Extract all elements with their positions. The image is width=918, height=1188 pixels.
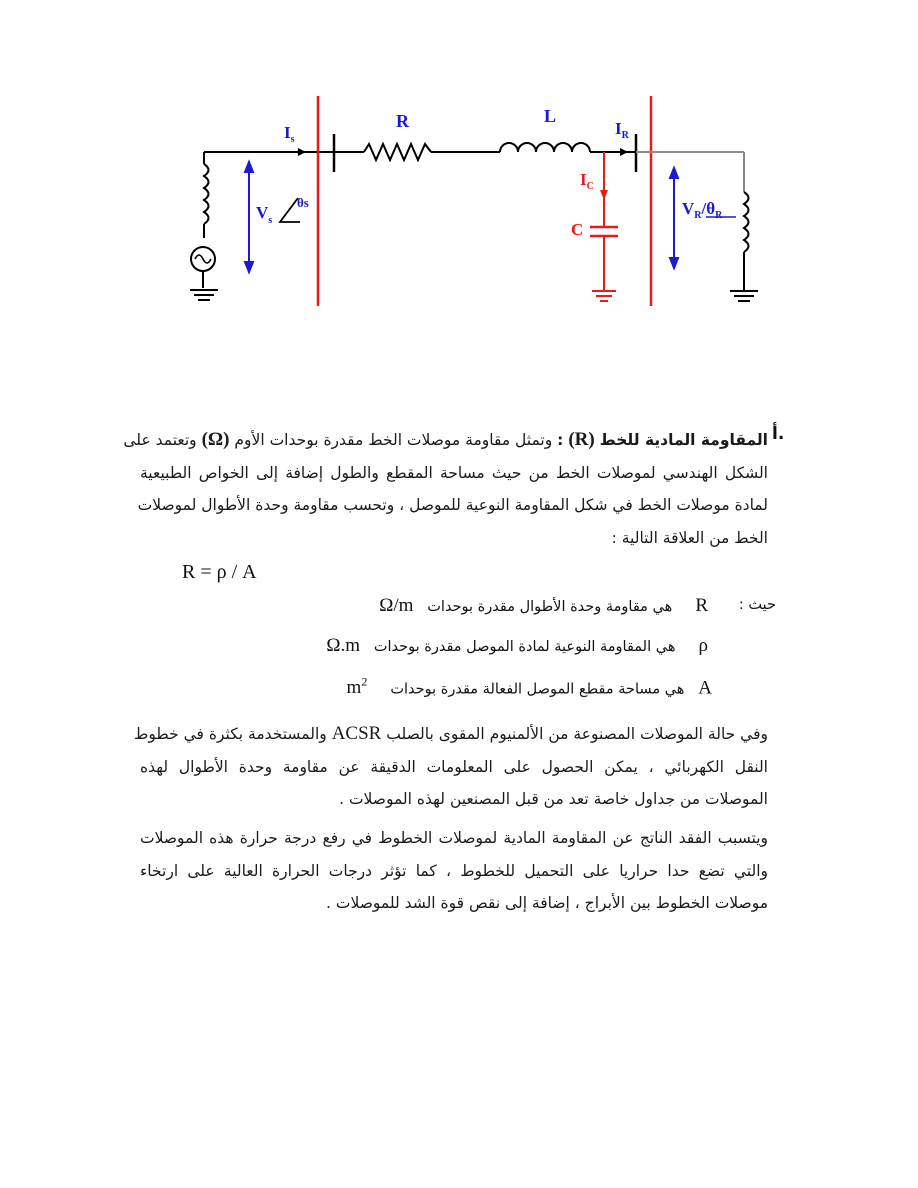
para2-line1: وفي حالة الموصلات المصنوعة من الألمنيوم المقوى بالصلب ACSR والمستخدمة بكثرة في خطوط xyxy=(134,723,768,744)
label-ic: $I_C$ xyxy=(580,170,594,192)
ic-arrow-icon xyxy=(600,190,608,200)
label-ir: $I_R$ xyxy=(615,119,629,141)
para1-line3: لمادة موصلات الخط في شكل المقاومة النوعية للموصل ، وتحسب مقاومة وحدة الأطوال لموصلات xyxy=(137,496,768,514)
paragraph-losses xyxy=(140,822,768,920)
label-vr: $V_R/\theta_R$ xyxy=(682,199,723,221)
definition-row-r: R هي مقاومة وحدة الأطوال مقدرة بوحدات Ω/m xyxy=(379,595,708,616)
formula: R = ρ / A xyxy=(182,561,257,583)
para3-line1: ويتسبب الفقد الناتج عن المقاومة المادية لموصلات الخطوط في رفع درجة حرارة هذه الموصلات xyxy=(140,829,768,847)
para3-line2: والتي تضع حدا حراريا على التحميل للخطوط ، كما تؤثر درجات الحرارة العالية على ارتخاء xyxy=(140,861,768,880)
paragraph-acsr xyxy=(134,718,768,816)
para2-line3: الموصلات من جداول خاصة تعد من قبل المصنعين لهذه الموصلات . xyxy=(339,790,768,808)
label-is: $I_s$ xyxy=(284,123,295,145)
inductor-l xyxy=(500,143,590,152)
label-l: L xyxy=(544,106,557,126)
resistor-r xyxy=(364,144,431,160)
heading-symbol: (R) xyxy=(568,429,595,450)
label-r: R xyxy=(396,111,409,131)
ir-arrow-icon xyxy=(620,148,628,156)
para1-line1: المقاومة المادية للخط (R) : وتمثل مقاومة موصلات الخط مقدرة بوحدات الأوم (Ω) وتعتمد على xyxy=(123,429,768,450)
label-c: C xyxy=(571,220,584,239)
acsr-term: ACSR xyxy=(331,723,382,744)
receiving-coil xyxy=(744,192,749,252)
para2-line2: النقل الكهربائي ، يمكن الحصول على المعلومات الدقيقة عن مقاومة وحدة الأطوال لهذه xyxy=(140,757,768,776)
para1-line4: الخط من العلاقة التالية : xyxy=(611,528,768,547)
transmission-line-circuit-diagram xyxy=(0,0,918,340)
omega-symbol: (Ω) xyxy=(201,429,230,450)
section-marker: أ. xyxy=(772,424,785,444)
sending-coil xyxy=(204,164,209,224)
para1-line2: الشكل الهندسي لموصلات الخط من حيث مساحة المقطع والطول إضافة إلى الخواص الطبيعية xyxy=(140,463,768,482)
paragraph-resistance xyxy=(123,424,768,554)
definition-row-rho: ρ هي المقاومة النوعية لمادة الموصل مقدرة بوحدات Ω.m xyxy=(326,635,708,656)
label-vs: $V_s$ xyxy=(256,203,273,226)
definition-row-a: A هي مساحة مقطع الموصل الفعالة مقدرة بوحدات $m^2$ xyxy=(346,675,712,699)
section-heading: المقاومة المادية للخط xyxy=(599,431,768,449)
para3-line3: موصلات الخطوط بين الأبراج ، إضافة إلى نقص قوة الشد للموصلات . xyxy=(326,894,768,912)
definition-where: حيث : xyxy=(738,597,776,613)
label-theta-s: θs xyxy=(297,195,309,210)
is-arrow-icon xyxy=(298,148,306,156)
